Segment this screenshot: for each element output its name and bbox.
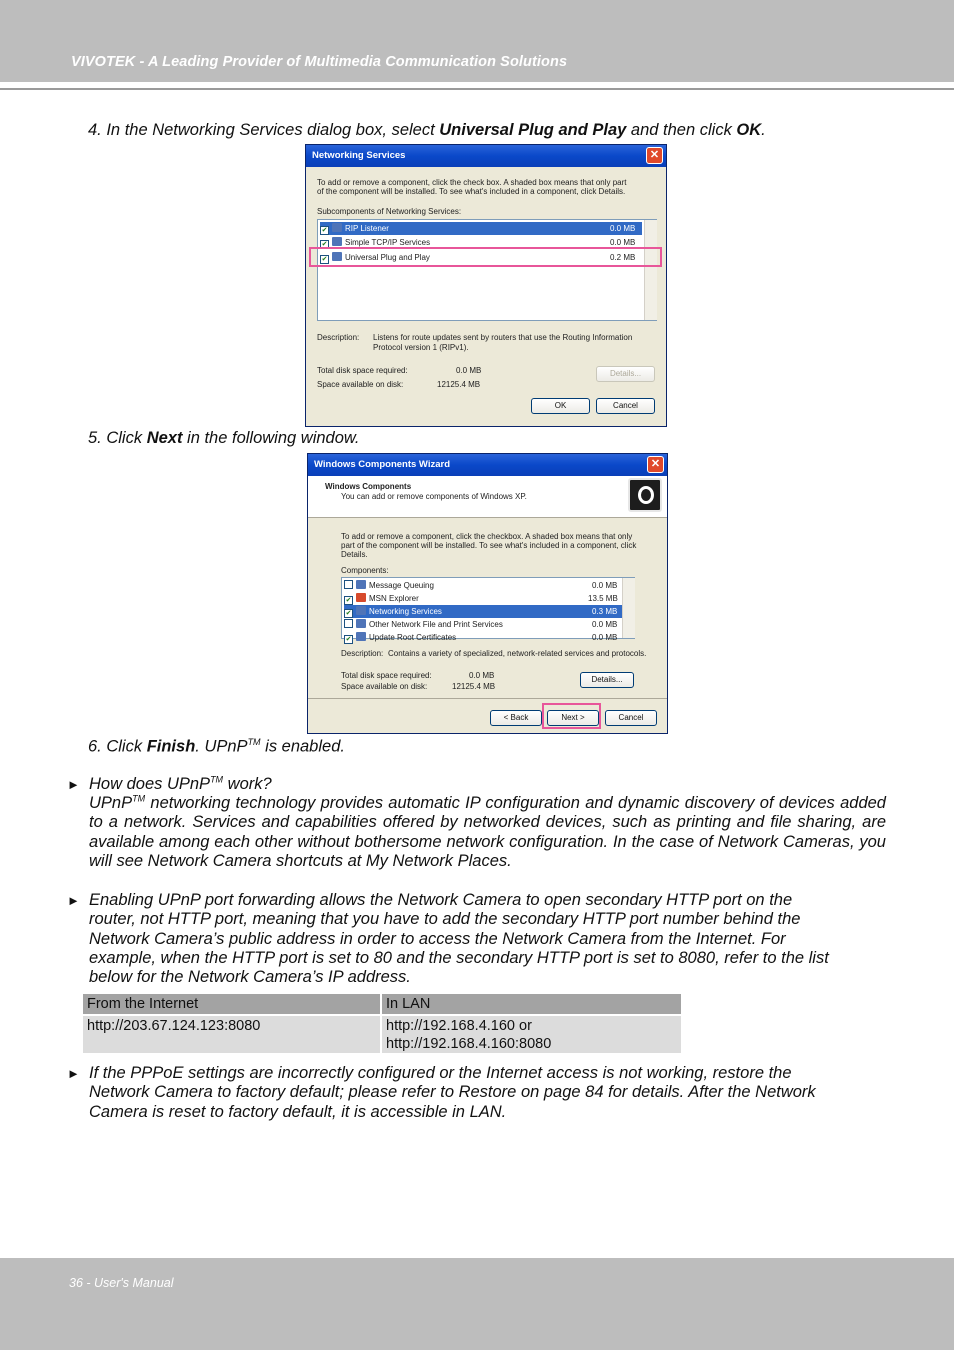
disk-available-label: Space available on disk: (317, 380, 404, 389)
list-item-size: 0.0 MB (592, 633, 618, 642)
list-item-label: Networking Services (369, 607, 442, 616)
table-cell-lan-line1: http://192.168.4.160 or (386, 1018, 532, 1034)
step-5-pre: 5. Click (88, 429, 147, 447)
description-line1: Listens for route updates sent by routers that use the Routing Information (373, 333, 633, 342)
wizard-subheading: You can add or remove components of Windows XP. (341, 492, 527, 501)
disk-required-value: 0.0 MB (456, 366, 482, 375)
wizard-divider (308, 698, 667, 699)
list-item-size: 0.2 MB (610, 253, 636, 262)
checkbox-icon[interactable]: ✔ (345, 597, 352, 604)
list-scrollbar[interactable] (644, 220, 657, 320)
back-button[interactable]: < Back (490, 710, 542, 726)
table-cell-lan (382, 1016, 681, 1053)
checkbox-icon[interactable]: ✔ (321, 227, 328, 234)
details-button[interactable]: Details... (580, 672, 634, 688)
dialog-titlebar (306, 145, 666, 167)
table-header-lan: In LAN (382, 994, 681, 1014)
step-4-pre: 4. In the Networking Services dialog box, select (88, 121, 440, 139)
port-forwarding-line5: below for the Network Camera’s IP address. (89, 968, 411, 987)
windows-setup-icon (628, 478, 662, 512)
upnp-question (89, 775, 886, 794)
checkbox-icon[interactable]: ✔ (321, 241, 328, 248)
description-line2: Protocol version 1 (RIPv1). (373, 343, 469, 352)
dialog-title: Windows Components Wizard (314, 459, 450, 470)
subcomponents-list[interactable] (317, 219, 657, 321)
dialog-intro-line1: To add or remove a component, click the check box. A shaded box means that only part (317, 178, 627, 187)
upnp-question-tm: TM (210, 774, 224, 785)
dialog-title: Networking Services (312, 150, 406, 161)
step-5-post: in the following window. (182, 429, 360, 447)
step-6-mid: . UPnP (195, 737, 248, 756)
networking-services-dialog (305, 144, 667, 427)
pppoe-line2: Network Camera to factory default; please refer to Restore on page 84 for details. After the Network (89, 1083, 816, 1102)
disk-required-value: 0.0 MB (469, 671, 495, 680)
components-list[interactable] (341, 577, 635, 643)
list-item-size: 0.0 MB (610, 224, 636, 233)
list-item-label: RIP Listener (345, 224, 389, 233)
list-item[interactable] (320, 222, 642, 235)
list-item[interactable] (344, 592, 622, 605)
list-item-label: Simple TCP/IP Services (345, 238, 431, 247)
pppoe-line1: If the PPPoE settings are incorrectly configured or the Internet access is not working, restore the (89, 1064, 792, 1082)
next-button[interactable]: Next > (547, 710, 599, 726)
details-button[interactable]: Details... (596, 366, 655, 382)
table-cell-internet: http://203.67.124.123:8080 (83, 1016, 382, 1053)
bullet-arrow-icon: ► (67, 777, 80, 792)
components-label: Components: (341, 566, 389, 575)
upnp-explanation-pre: UPnP (89, 794, 133, 812)
step-4-bold-upnp: Universal Plug and Play (439, 121, 627, 139)
wizard-intro-line2: part of the component will be installed. To see what's included in a component, click (341, 541, 637, 550)
step-6-post: is enabled. (260, 737, 345, 756)
upnp-explanation (89, 794, 886, 871)
port-forwarding-line4: example, when the HTTP port is set to 80 and the secondary HTTP port is set to 8080, refer to the list (89, 948, 829, 967)
pppoe-paragraph (89, 1064, 889, 1122)
list-item-size: 0.0 MB (592, 620, 618, 629)
checkbox-icon[interactable]: ✔ (345, 636, 352, 643)
list-item-size: 0.0 MB (592, 581, 618, 590)
list-item-label: Update Root Certificates (369, 633, 457, 642)
list-item[interactable] (344, 618, 622, 631)
description-label: Description: (317, 333, 360, 342)
step-6-pre: 6. Click (88, 737, 147, 756)
wizard-intro-line3: Details. (341, 550, 368, 559)
components-wizard-dialog (307, 453, 668, 734)
list-item[interactable] (344, 605, 622, 618)
address-table (83, 992, 681, 1055)
step-4-bold-ok: OK (736, 121, 762, 139)
step-4-text (88, 121, 766, 140)
port-forwarding-line2: router, not HTTP port, meaning that you have to add the secondary HTTP port number behind the (89, 910, 801, 929)
footer-page-label: 36 - User's Manual (69, 1276, 174, 1290)
list-item-size: 0.3 MB (592, 607, 618, 616)
component-icon (356, 619, 366, 628)
highlight-next (542, 703, 601, 729)
subcomponents-label: Subcomponents of Networking Services: (317, 207, 462, 216)
bullet-arrow-icon: ► (67, 1066, 80, 1081)
component-icon (356, 632, 366, 641)
close-icon[interactable]: ✕ (647, 456, 664, 473)
step-5-bold-next: Next (146, 429, 183, 447)
wizard-heading: Windows Components (325, 482, 412, 491)
table-header-internet: From the Internet (83, 994, 382, 1014)
port-forwarding-line1: Enabling UPnP port forwarding allows the Network Camera to open secondary HTTP port on the (89, 891, 793, 909)
list-item-size: 0.0 MB (610, 238, 636, 247)
pppoe-line3: Camera is reset to factory default, it is accessible in LAN. (89, 1102, 507, 1121)
cancel-button[interactable]: Cancel (596, 398, 655, 414)
checkbox-icon[interactable] (344, 580, 353, 589)
dialog-intro-line2: of the component will be installed. To see what's included in a component, click Details. (317, 187, 626, 196)
disk-available-value: 12125.4 MB (437, 380, 481, 389)
port-forwarding-paragraph (89, 891, 889, 987)
disk-required-label: Total disk space required: (341, 671, 432, 680)
list-item[interactable] (344, 631, 622, 643)
upnp-explanation-body: networking technology provides automatic IP configuration and dynamic discovery of devices added to a network. Services and capabilities offered by networked devices, such as printing and file sharing, are available among each other without bothersome network configuration. In the case of Network Cameras, you will see Network Camera shortcuts at My Network Places. (89, 794, 886, 870)
table-row (83, 1016, 681, 1053)
highlight-upnp (309, 247, 662, 267)
list-item[interactable] (344, 579, 622, 592)
upnp-question-post: work? (223, 775, 272, 793)
checkbox-icon[interactable]: ✔ (345, 610, 352, 617)
upnp-question-pre: How does UPnP (89, 775, 211, 793)
upnp-explanation-tm: TM (132, 793, 146, 804)
step-4-mid: and then click (626, 121, 737, 139)
network-icon (332, 223, 342, 232)
step-5-text (88, 429, 359, 448)
component-icon (356, 580, 366, 589)
list-item-label: MSN Explorer (369, 594, 419, 603)
header-title: VIVOTEK - A Leading Provider of Multimedia Communication Solutions (71, 54, 568, 70)
checkbox-icon[interactable] (344, 619, 353, 628)
table-header-row (83, 994, 681, 1014)
step-6-bold-finish: Finish (146, 737, 196, 756)
cancel-button[interactable]: Cancel (605, 710, 657, 726)
table-cell-lan-line2: http://192.168.4.160:8080 (386, 1036, 552, 1052)
bullet-arrow-icon: ► (67, 893, 80, 908)
msn-icon (356, 593, 366, 602)
step-6-tm: TM (247, 737, 261, 747)
network-icon (332, 237, 342, 246)
checkbox-icon[interactable]: ✔ (321, 256, 328, 263)
disk-available-value: 12125.4 MB (452, 682, 496, 691)
description-text: Contains a variety of specialized, network-related services and protocols. (388, 649, 647, 658)
network-icon (356, 606, 366, 615)
ok-button[interactable]: OK (531, 398, 590, 414)
list-item-label: Other Network File and Print Services (369, 620, 503, 629)
description-label: Description: (341, 649, 384, 658)
page-footer (0, 1258, 954, 1350)
port-forwarding-line3: Network Camera’s public address in order to access the Network Camera from the Internet. For (89, 929, 786, 948)
disk-required-label: Total disk space required: (317, 366, 408, 375)
disk-available-label: Space available on disk: (341, 682, 428, 691)
list-item-size: 13.5 MB (588, 594, 618, 603)
step-4-post: . (761, 121, 766, 139)
list-item-label: Message Queuing (369, 581, 434, 590)
step-6-text (88, 737, 345, 757)
dialog-titlebar (308, 454, 667, 476)
wizard-intro-line1: To add or remove a component, click the checkbox. A shaded box means that only (341, 532, 633, 541)
list-scrollbar[interactable] (622, 578, 635, 638)
list-item-label: Universal Plug and Play (345, 253, 430, 262)
header-divider (0, 88, 954, 90)
close-icon[interactable]: ✕ (646, 147, 663, 164)
